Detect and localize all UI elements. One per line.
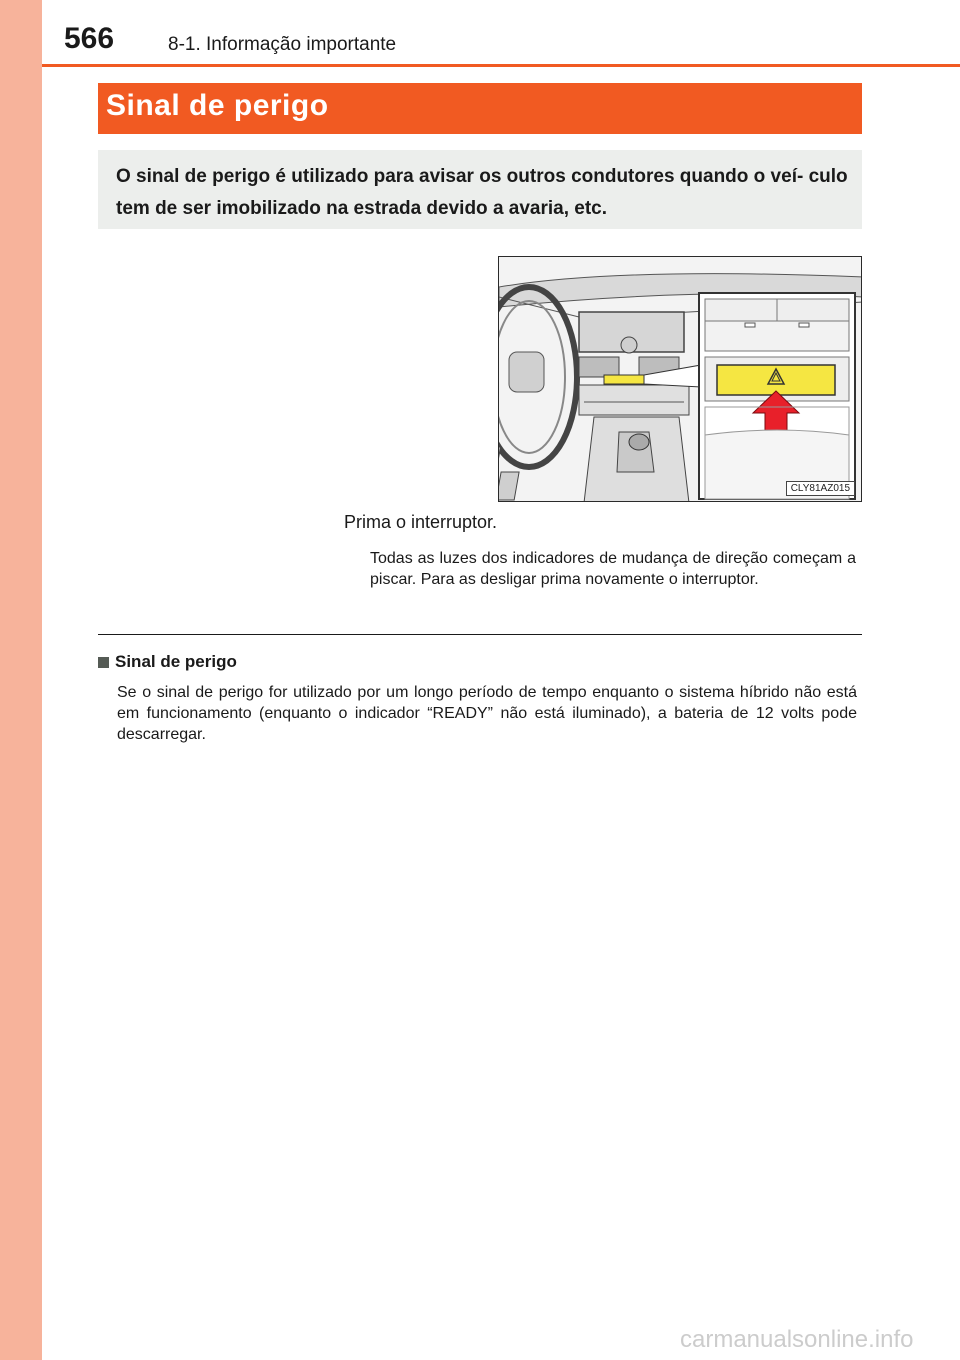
- side-strip: [0, 0, 42, 1360]
- figure-code: CLY81AZ015: [786, 481, 855, 496]
- header-rule: [42, 64, 960, 67]
- step-instruction: Prima o interruptor.: [344, 512, 498, 532]
- page-number: 566: [64, 22, 115, 55]
- square-bullet-icon: [98, 657, 109, 668]
- info-heading: [98, 652, 237, 672]
- section-title: 8-1. Informação importante: [168, 34, 397, 55]
- dashboard-illustration: [498, 256, 862, 502]
- step-note: Todas as luzes dos indicadores de mudança de direção começam a piscar. Para as desligar prima novamente o interruptor.: [370, 550, 856, 588]
- intro-box: [98, 150, 862, 229]
- info-body: Se o sinal de perigo for utilizado por um longo período de tempo enquanto o sistema híbrido não está em funcionamento (enquanto o indicador “READY” não está iluminado), a bateria de 12 volts pode descarregar.: [117, 684, 857, 743]
- section-divider: [98, 634, 862, 635]
- intro-text: O sinal de perigo é utilizado para avisar os outros condutores quando o veí- culo tem de ser imobilizado na estrada devido a avaria, etc.: [116, 166, 848, 219]
- page-title: Sinal de perigo: [106, 89, 329, 122]
- dashboard-drawing: [499, 257, 862, 502]
- watermark: carmanualsonline.info: [680, 1326, 914, 1353]
- info-heading-text: Sinal de perigo: [115, 652, 237, 671]
- title-bar: [98, 83, 862, 134]
